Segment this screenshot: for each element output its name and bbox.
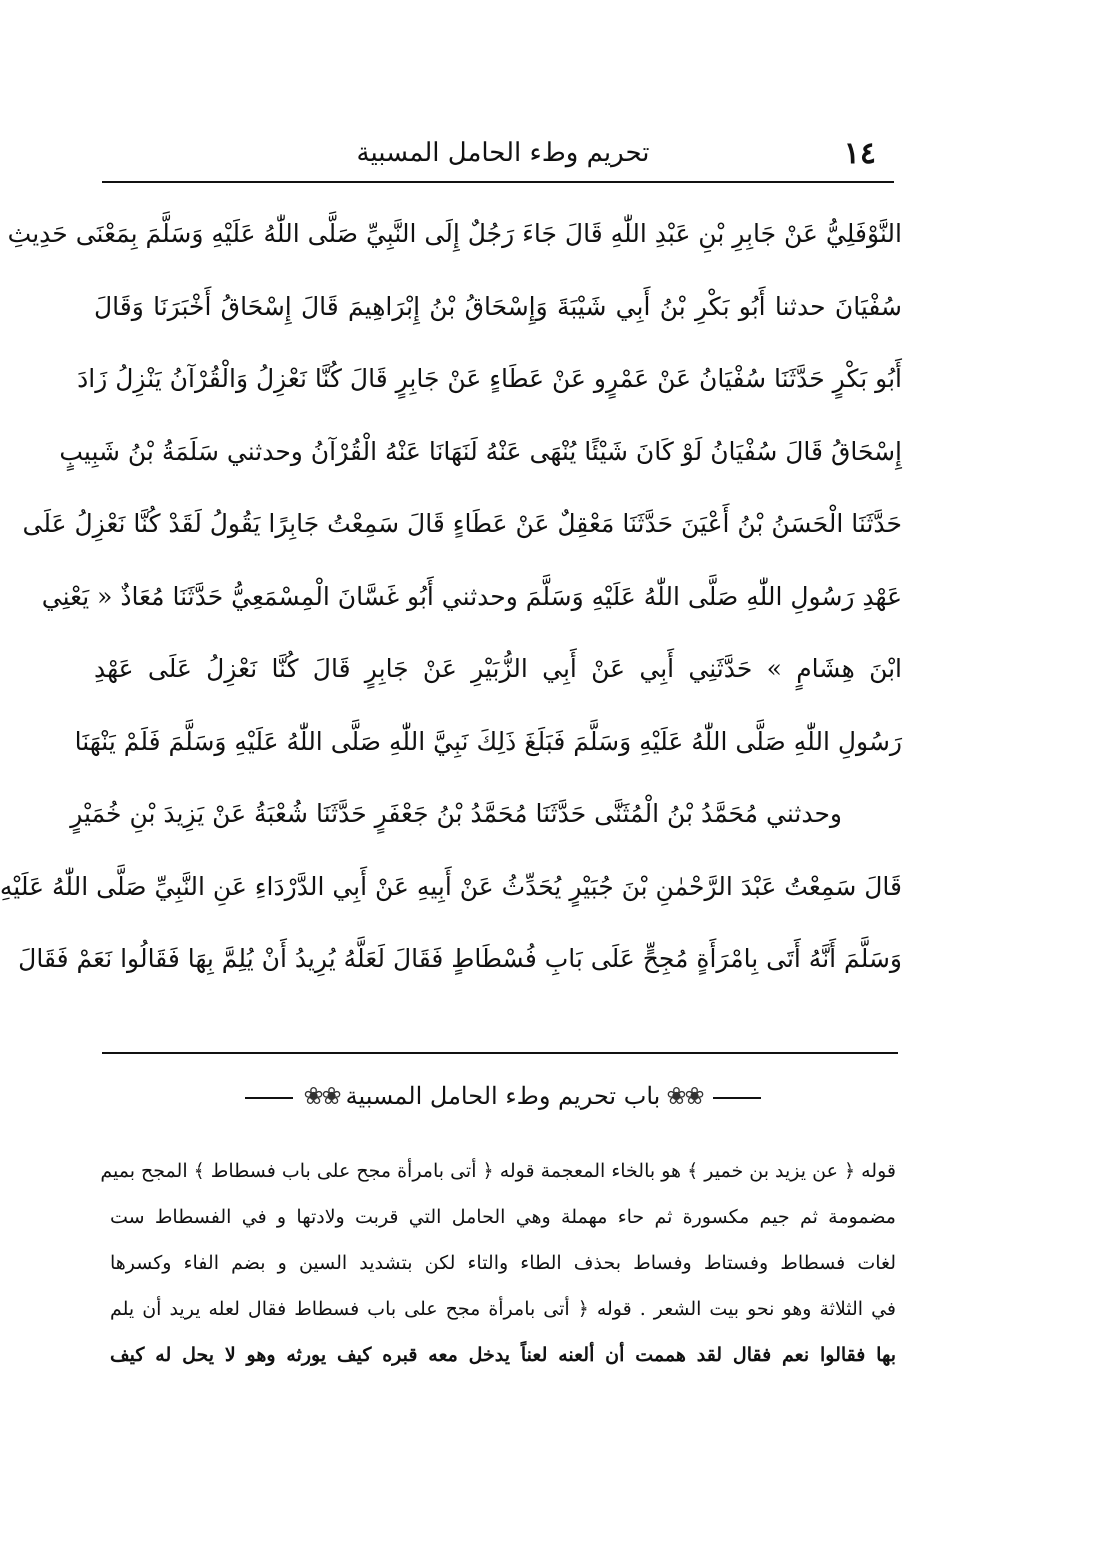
text-line: رَسُولِ اللّٰهِ صَلَّى اللّٰهُ عَلَيْهِ وَسَلَّمَ فَبَلَغَ ذَلِكَ نَبِيَّ اللّٰهِ صَلَّى اللّٰهُ عَلَيْهِ وَسَلَّمَ فَلَمْ يَنْهَنَا: [74, 726, 902, 756]
header-rule: [102, 181, 894, 183]
heading-dash: [713, 1097, 761, 1099]
commentary-line: في الثلاثة وهو نحو بيت الشعر . قوله ﴿ أتى بامرأة مجح على باب فسطاط فقال لعله يريد أن يلم: [110, 1298, 896, 1320]
text-line: قَالَ سَمِعْتُ عَبْدَ الرَّحْمٰنِ بْنَ جُبَيْرٍ يُحَدِّثُ عَنْ أَبِيهِ عَنْ أَبِي الدَّرْدَاءِ عَنِ النَّبِيِّ صَلَّى اللّٰهُ عَلَيْهِ: [0, 871, 902, 901]
page-header: [110, 132, 896, 176]
text-line: وَسَلَّمَ أَنَّهُ أَتَى بِامْرَأَةٍ مُجِحٍّ عَلَى بَابِ فُسْطَاطٍ فَقَالَ لَعَلَّهُ يُرِيدُ أَنْ يُلِمَّ بِهَا فَقَالُوا نَعَمْ فَقَالَ: [18, 944, 902, 973]
text-line: أَبُو بَكْرٍ حَدَّثَنَا سُفْيَانُ عَنْ عَمْرٍو عَنْ عَطَاءٍ عَنْ جَابِرٍ قَالَ كُنَّا نَعْزِلُ وَالْقُرْآنُ يَنْزِلُ زَادَ: [77, 364, 902, 393]
heading-dash: [245, 1097, 293, 1099]
commentary-text: [100, 1148, 896, 1378]
text-line: ابْنَ هِشَامٍ » حَدَّثَنِي أَبِي عَنْ أَبِي الزُّبَيْرِ عَنْ جَابِرٍ قَالَ كُنَّا نَعْزِلُ عَلَى عَهْدِ: [94, 654, 902, 683]
text-line: وحدثني مُحَمَّدُ بْنُ الْمُثَنَّى حَدَّثَنَا مُحَمَّدُ بْنُ جَعْفَرٍ حَدَّثَنَا شُعْبَةُ عَنْ يَزِيدَ بْنِ خُمَيْرٍ: [70, 799, 842, 828]
chapter-heading-text: باب تحريم وطء الحامل المسبية: [345, 1082, 661, 1110]
text-line: عَهْدِ رَسُولِ اللّٰهِ صَلَّى اللّٰهُ عَلَيْهِ وَسَلَّمَ وحدثني أَبُو غَسَّانَ الْمِسْمَعِيُّ حَدَّثَنَا مُعَاذٌ « يَعْنِي: [41, 581, 902, 611]
chapter-heading: [110, 1082, 896, 1110]
page-number: ١٤: [843, 136, 876, 171]
text-line: حَدَّثَنَا الْحَسَنُ بْنُ أَعْيَنَ حَدَّثَنَا مَعْقِلٌ عَنْ عَطَاءٍ قَالَ سَمِعْتُ جَابِرًا يَقُولُ لَقَدْ كُنَّا نَعْزِلُ عَلَى: [22, 509, 902, 538]
text-line: سُفْيَانَ حدثنا أَبُو بَكْرِ بْنُ أَبِي شَيْبَةَ وَإِسْحَاقُ بْنُ إِبْرَاهِيمَ قَالَ إِسْحَاقُ أَخْبَرَنَا وَقَالَ: [94, 291, 902, 321]
commentary-line: لغات فسطاط وفستاط وفساط بحذف الطاء والتاء لكن بتشديد السين و بضم الفاء وكسرها: [110, 1252, 896, 1274]
commentary-line: بها فقالوا نعم فقال لقد هممت أن ألعنه لعناً يدخل معه قبره كيف يورثه وهو لا يحل له كيف: [110, 1344, 896, 1366]
ornament-icon: ❀❀: [666, 1082, 703, 1110]
section-divider: [102, 1052, 898, 1054]
text-line: النَّوْفَلِيُّ عَنْ جَابِرِ بْنِ عَبْدِ اللّٰهِ قَالَ جَاءَ رَجُلٌ إِلَى النَّبِيِّ صَلَّى اللّٰهُ عَلَيْهِ وَسَلَّمَ بِمَعْنَى حَدِيثِ: [7, 219, 902, 248]
commentary-line: قوله ﴿ عن يزيد بن خمير ﴾ هو بالخاء المعجمة قوله ﴿ أتى بامرأة مجح على باب فسطاط ﴾ المجح بميم: [100, 1160, 896, 1182]
hadith-text: [0, 198, 902, 996]
text-line: إِسْحَاقُ قَالَ سُفْيَانُ لَوْ كَانَ شَيْئًا يُنْهَى عَنْهُ لَنَهَانَا عَنْهُ الْقُرْآنُ وحدثني سَلَمَةُ بْنُ شَبِيبٍ: [59, 436, 902, 466]
ornament-icon: ❀❀: [303, 1082, 340, 1110]
running-title: تحريم وطء الحامل المسبية: [356, 138, 650, 168]
commentary-line: مضمومة ثم جيم مكسورة ثم حاء مهملة وهي الحامل التي قربت ولادتها و في الفسطاط ست: [110, 1206, 896, 1228]
